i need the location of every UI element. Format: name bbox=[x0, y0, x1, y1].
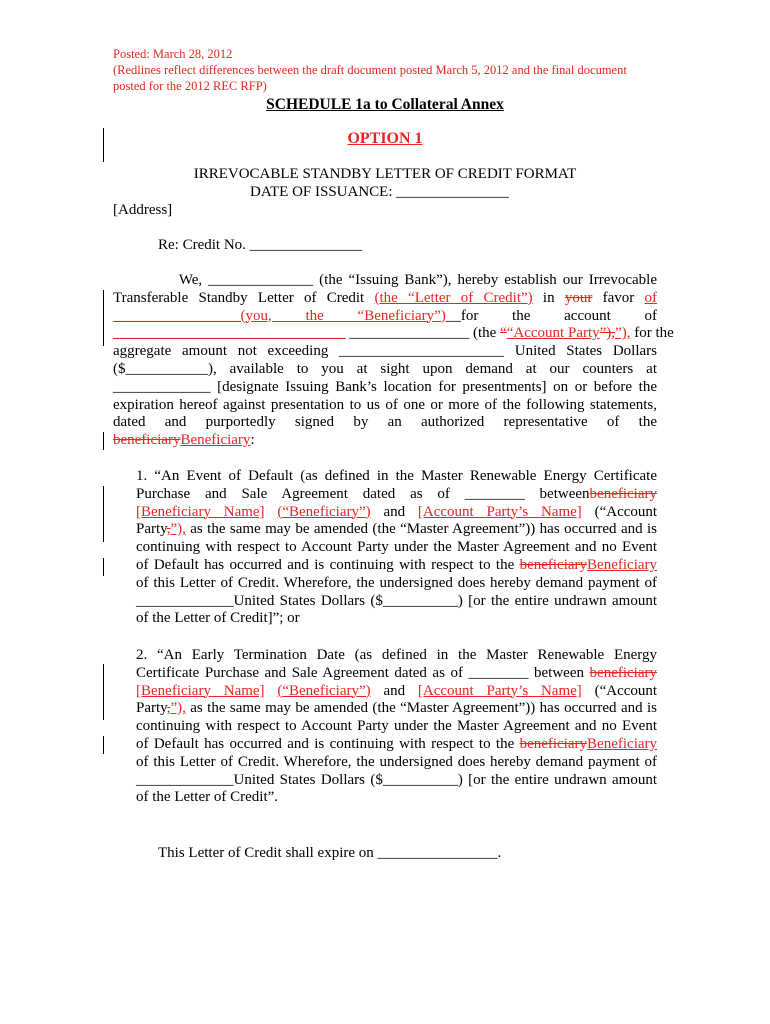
intro-paragraph: We, ______________ (the “Issuing Bank”), hereby establish our Irrevocable Transferable Standby Letter of Credit (the “Letter of Credit”) in your favor of _________________(you, the “Beneficiary”)__for the account of _______________________________ ________________ (the ““Account Party”),”), for the aggregate amount not exceeding ______________________ United States Dollars ($___________), available to you at sight upon demand at our counters at _____________ [designate Issuing Bank’s location for presentments] on or before the expiration hereof against presentation to us of one or more of the following statements, dated and purportedly signed by an authorized representative of the beneficiaryBeneficiary: bbox=[113, 272, 674, 449]
schedule-title: SCHEDULE 1a to Collateral Annex bbox=[266, 96, 504, 113]
item-1-paragraph: 1. “An Event of Default (as defined in the Master Renewable Energy Certificate Purchase and Sale Agreement dated as of ________ betweenbeneficiary [Beneficiary Name] (“Beneficiary”) and [Account Party’s Name] (“Account Party,”), as the same may be amended (the “Master Agreement”)) has occurred and is continuing with respect to Account Party under the Master Agreement and no Event of Default has occurred and is continuing with respect to the beneficiaryBeneficiary of this Letter of Credit. Wherefore, the undersigned does hereby demand payment of _____________United States Dollars ($__________) [or the entire undrawn amount of the Letter of Credit]”; or bbox=[136, 468, 658, 627]
option-heading: OPTION 1 bbox=[347, 130, 423, 147]
address-line: [Address] bbox=[113, 202, 173, 218]
date-of-issuance: DATE OF ISSUANCE: _______________ bbox=[250, 184, 509, 200]
change-bar bbox=[103, 664, 104, 720]
change-bar bbox=[103, 486, 104, 542]
item-2-paragraph: 2. “An Early Termination Date (as defined in the Master Renewable Energy Certificate Purchase and Sale Agreement dated as of ________ between beneficiary [Beneficiary Name] (“Beneficiary”) and [Account Party’s Name] (“Account Party,”), as the same may be amended (the “Master Agreement”)) has occurred and is continuing with respect to Account Party under the Master Agreement and no Event of Default has occurred and is continuing with respect to the beneficiaryBeneficiary of this Letter of Credit. Wherefore, the undersigned does hereby demand payment of _____________United States Dollars ($__________) [or the entire undrawn amount of the Letter of Credit”. bbox=[136, 647, 658, 806]
change-bar bbox=[103, 736, 104, 754]
posted-date: Posted: March 28, 2012 bbox=[113, 47, 233, 61]
change-bar bbox=[103, 290, 104, 346]
change-bar bbox=[103, 432, 104, 450]
format-title: IRREVOCABLE STANDBY LETTER OF CREDIT FORMAT bbox=[193, 166, 577, 182]
redline-note-continued: posted for the 2012 REC RFP) bbox=[113, 79, 267, 93]
credit-number-line: Re: Credit No. _______________ bbox=[158, 237, 363, 253]
change-bar bbox=[103, 558, 104, 576]
expiration-line: This Letter of Credit shall expire on ________________. bbox=[158, 845, 502, 861]
redline-note: (Redlines reflect differences between the draft document posted March 5, 2012 and the final document bbox=[113, 63, 627, 77]
